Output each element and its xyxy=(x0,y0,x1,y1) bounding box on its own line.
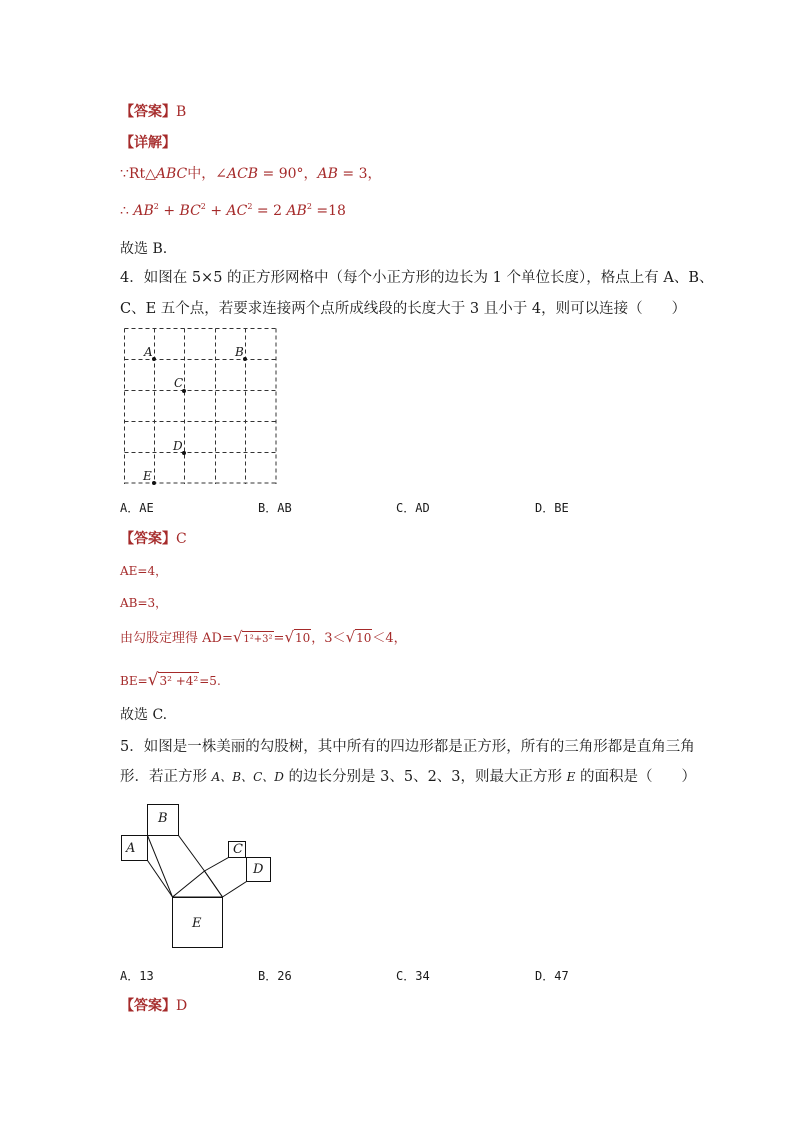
q5-stem-line1: 5．如图是一株美丽的勾股树，其中所有的四边形都是正方形，所有的三角形都是直角三角 xyxy=(120,739,695,755)
q3-detail-tag: 【详解】 xyxy=(120,135,176,151)
square-c-label: C xyxy=(233,842,243,857)
q3-answer-line xyxy=(120,102,186,122)
answer-value: B xyxy=(176,104,187,120)
q4-answer-line xyxy=(120,529,187,549)
q4-option-a[interactable]: A．AE xyxy=(120,501,154,515)
q5-stem-line2: 形．若正方形 A、B、C、D 的边长分别是 3、5、2、3，则最大正方形 E 的面积是（ ） xyxy=(120,769,697,785)
q4-option-b[interactable]: B．AB xyxy=(258,501,292,515)
q5-answer-line xyxy=(120,996,187,1016)
point-c-label: C xyxy=(174,376,184,390)
q4-stem-line2: C、E 五个点，若要求连接两个点所成线段的长度大于 3 且小于 4，则可以连接（ ） xyxy=(120,301,687,317)
q4-sol-ad: 由勾股定理得 AD=√1²+3²=√10，3＜√10＜4， xyxy=(120,628,407,646)
q4-sol-be: BE=√3² +4²=5. xyxy=(120,670,221,690)
point-e-label: E xyxy=(143,469,152,483)
q5-option-b[interactable]: B．26 xyxy=(258,969,292,983)
answer-tag: 【答案】 xyxy=(120,531,176,547)
square-b-label: B xyxy=(158,811,168,826)
q5-option-c[interactable]: C．34 xyxy=(396,969,430,983)
point-a-label: A xyxy=(144,345,153,359)
q4-option-d[interactable]: D．BE xyxy=(535,501,569,515)
q3-line1: ∵Rt△ABC中，∠ACB = 90°，AB = 3， xyxy=(120,166,382,182)
square-e-label: E xyxy=(192,916,202,931)
answer-tag: 【答案】 xyxy=(120,998,176,1014)
square-d-label: D xyxy=(253,862,264,877)
q4-sol-ae: AE=4， xyxy=(120,564,168,578)
q3-conclusion: 故选 B. xyxy=(120,241,168,257)
point-d-label: D xyxy=(173,439,183,453)
q4-option-c[interactable]: C．AD xyxy=(396,501,430,515)
q3-line2: ∴ $AB^2 + BC^2 + AC^2 = 2$ $AB^2 =18$ xyxy=(120,202,346,219)
answer-value: C xyxy=(176,531,187,547)
q5-option-d[interactable]: D．47 xyxy=(535,969,569,983)
q5-option-a[interactable]: A．13 xyxy=(120,969,154,983)
point-b-label: B xyxy=(235,345,244,359)
answer-value: D xyxy=(176,998,188,1014)
q4-stem-line1: 4．如图在 5×5 的正方形网格中（每个小正方形的边长为 1 个单位长度），格点上有 A、B、 xyxy=(120,270,714,286)
answer-tag: 【答案】 xyxy=(120,104,176,120)
square-a-label: A xyxy=(126,841,136,856)
q4-conclusion: 故选 C. xyxy=(120,707,168,723)
q5-pythagoras-tree xyxy=(115,800,285,955)
point-e xyxy=(152,481,156,485)
q4-sol-ab: AB=3， xyxy=(120,596,168,610)
